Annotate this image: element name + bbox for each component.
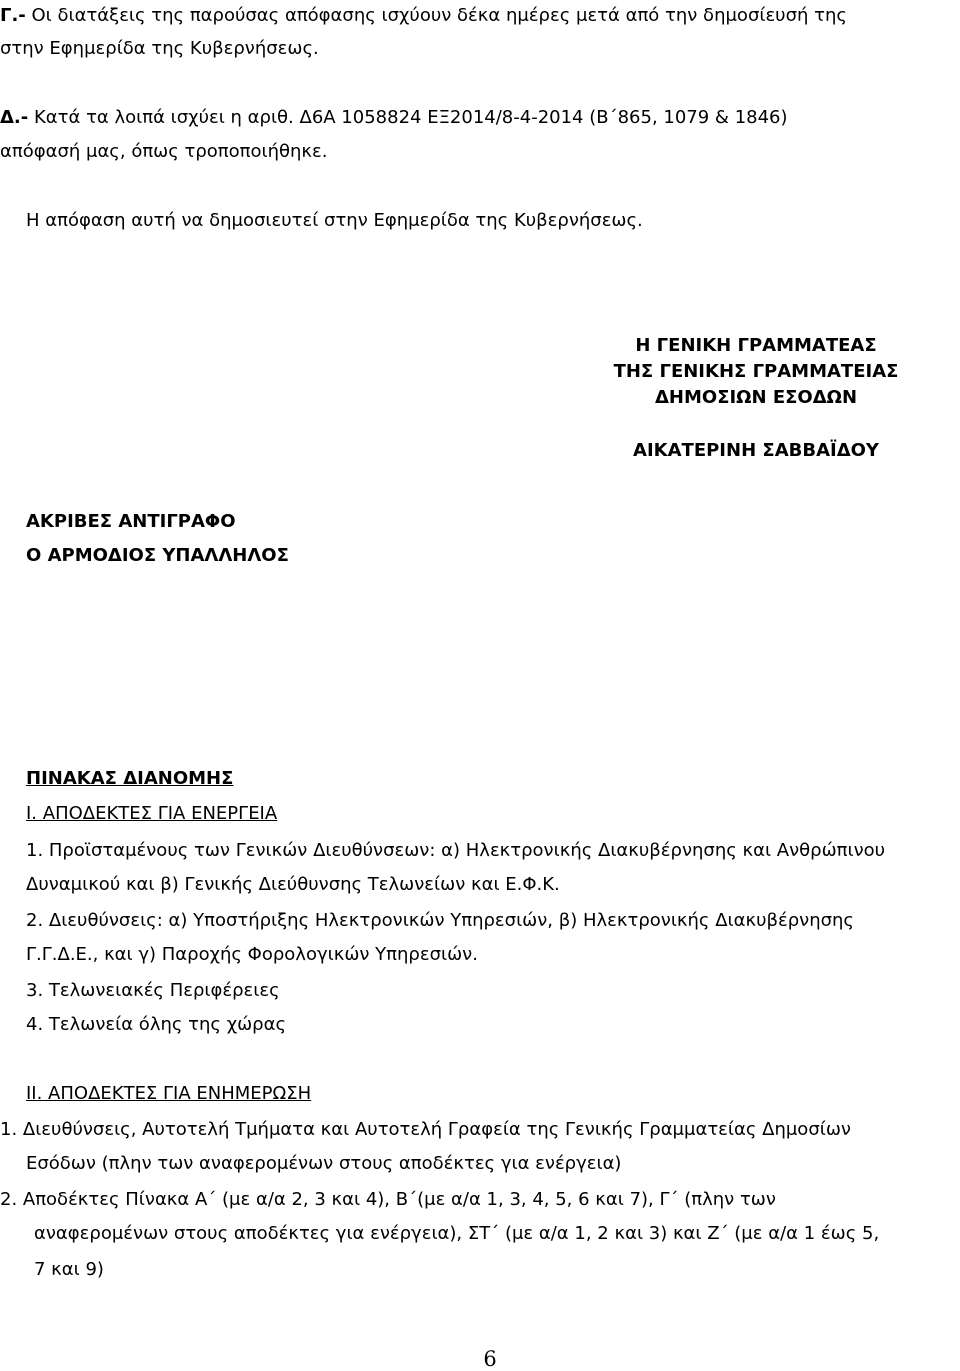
info-recipients-heading: ΙΙ. ΑΠΟΔΕΚΤΕΣ ΓΙΑ ΕΝΗΜΕΡΩΣΗ xyxy=(26,1083,312,1104)
info-item-1-line1: 1. Διευθύνσεις, Αυτοτελή Τμήματα και Αυτοτελή Γραφεία της Γενικής Γραμματείας Δημοσίων xyxy=(0,1119,851,1140)
action-item-3: 3. Τελωνειακές Περιφέρειες xyxy=(26,980,280,1001)
action-item-4: 4. Τελωνεία όλης της χώρας xyxy=(26,1014,287,1035)
info-item-2-line3: 7 και 9) xyxy=(34,1259,104,1280)
paragraph-d-line2: απόφασή μας, όπως τροποποιήθηκε. xyxy=(0,141,328,162)
info-item-2-line1: 2. Αποδέκτες Πίνακα Α΄ (με α/α 2, 3 και 4), Β΄(με α/α 1, 3, 4, 5, 6 και 7), Γ΄ (πλην των xyxy=(0,1189,776,1210)
action-item-1-line2: Δυναμικού και β) Γενικής Διεύθυνσης Τελωνείων και Ε.Φ.Κ. xyxy=(26,874,560,895)
signature-title-line1: Η ΓΕΝΙΚΗ ΓΡΑΜΜΑΤΕΑΣ xyxy=(635,335,877,356)
page-number: 6 xyxy=(483,1347,497,1371)
signature-title-line2: ΤΗΣ ΓΕΝΙΚΗΣ ΓΡΑΜΜΑΤΕΙΑΣ xyxy=(613,361,899,382)
signature-title-line3: ΔΗΜΟΣΙΩΝ ΕΣΟΔΩΝ xyxy=(654,387,858,408)
paragraph-g-text: Οι διατάξεις της παρούσας απόφασης ισχύουν δέκα ημέρες μετά από την δημοσίευσή της xyxy=(31,5,847,26)
action-item-2-line2: Γ.Γ.Δ.Ε., και γ) Παροχής Φορολογικών Υπηρεσιών. xyxy=(26,944,478,965)
certification-line2: Ο ΑΡΜΟΔΙΟΣ ΥΠΑΛΛΗΛΟΣ xyxy=(26,545,289,566)
paragraph-g-line2: στην Εφημερίδα της Κυβερνήσεως. xyxy=(0,38,319,59)
info-item-1-line2: Εσόδων (πλην των αναφερομένων στους αποδέκτες για ενέργεια) xyxy=(26,1153,622,1174)
distribution-title: ΠΙΝΑΚΑΣ ΔΙΑΝΟΜΗΣ xyxy=(26,768,234,789)
paragraph-d-text: Κατά τα λοιπά ισχύει η αριθ. Δ6Α 1058824 ΕΞ2014/8-4-2014 (Β΄865, 1079 & 1846) xyxy=(33,107,788,128)
paragraph-g-label: Γ.- xyxy=(0,5,26,26)
paragraph-g-line1 xyxy=(0,7,958,25)
paragraph-d-label: Δ.- xyxy=(0,107,29,128)
action-item-2-line1: 2. Διευθύνσεις: α) Υποστήριξης Ηλεκτρονικών Υπηρεσιών, β) Ηλεκτρονικής Διακυβέρνησης xyxy=(26,910,854,931)
action-recipients-heading: Ι. ΑΠΟΔΕΚΤΕΣ ΓΙΑ ΕΝΕΡΓΕΙΑ xyxy=(26,803,278,824)
publication-line: Η απόφαση αυτή να δημοσιευτεί στην Εφημερίδα της Κυβερνήσεως. xyxy=(26,210,643,231)
info-item-2-line2: αναφερομένων στους αποδέκτες για ενέργεια), ΣΤ΄ (με α/α 1, 2 και 3) και Ζ΄ (με α/α 1 έως 5, xyxy=(34,1223,880,1244)
signature-name: ΑΙΚΑΤΕΡΙΝΗ ΣΑΒΒΑΪΔΟΥ xyxy=(633,440,879,461)
certification-line1: ΑΚΡΙΒΕΣ ΑΝΤΙΓΡΑΦΟ xyxy=(26,511,236,532)
action-item-1-line1: 1. Προϊσταμένους των Γενικών Διευθύνσεων: α) Ηλεκτρονικής Διακυβέρνησης και Ανθρώπινου xyxy=(26,840,886,861)
paragraph-d-line1 xyxy=(0,109,788,127)
